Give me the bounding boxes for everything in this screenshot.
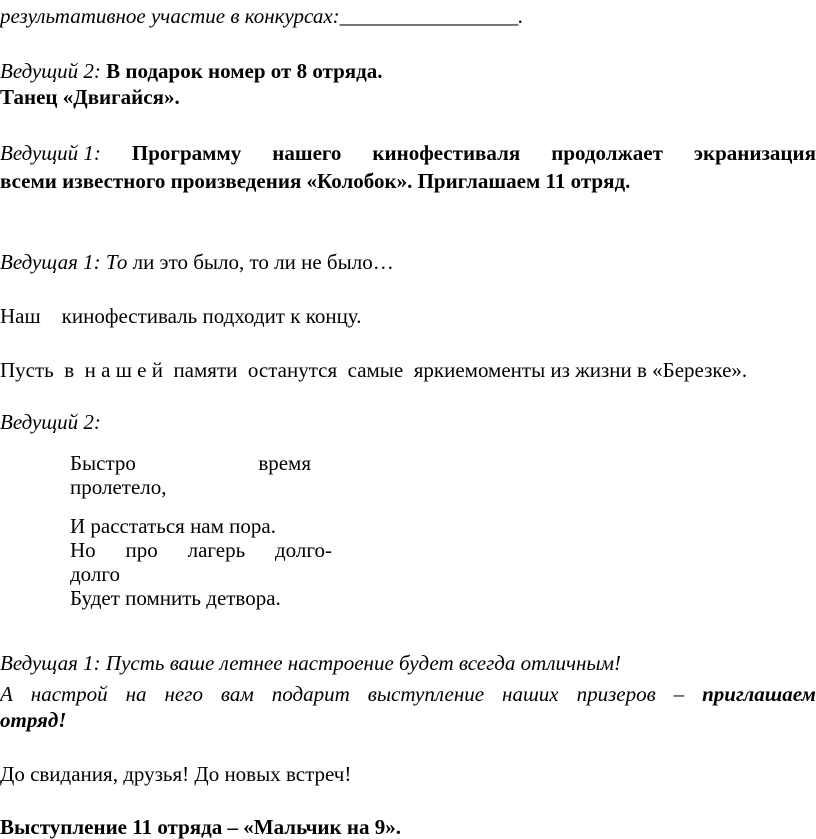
word: –: [673, 682, 685, 706]
poem-line: И расстаться нам пора.: [70, 514, 276, 538]
word: А: [0, 682, 13, 706]
word: экранизация: [693, 141, 816, 165]
text-line-winners: [0, 682, 816, 706]
word: наших: [502, 682, 559, 706]
speaker-label-host2: Ведущий 2:: [0, 410, 101, 434]
text-line-program: [0, 141, 816, 165]
poem-line: [70, 451, 311, 475]
poem-block: [70, 451, 332, 610]
poem-line: [70, 538, 332, 562]
word: выступление: [367, 682, 485, 706]
speaker-label: Ведущий 2:: [0, 59, 101, 83]
text-line-dance: Танец «Двигайся».: [0, 85, 180, 109]
text-line-performance: Выступление 11 отряда – «Мальчик на 9».: [0, 815, 401, 839]
text-line-kolobok: всеми известного произведения «Колобок». Приглашаем 11 отряд.: [0, 169, 631, 193]
word: лагерь: [187, 538, 246, 562]
word: подарит: [271, 682, 350, 706]
poem-line: долго: [70, 562, 120, 586]
text-line-gift: [0, 59, 383, 83]
text-line-festival-end: Наш кинофестиваль подходит к концу.: [0, 304, 362, 328]
text-line-summer-mood: Ведущая 1: Пусть ваше летнее настроение будет всегда отличным!: [0, 651, 622, 675]
poem-line: пролетело,: [70, 475, 167, 499]
word: кинофестиваля: [372, 141, 521, 165]
speaker-label: Ведущая 1: То: [0, 250, 128, 274]
text-line-squad: отряд!: [0, 708, 67, 732]
word: призеров: [576, 682, 656, 706]
word: на: [125, 682, 147, 706]
word: про: [125, 538, 158, 562]
word: настрой: [30, 682, 108, 706]
word: Программу: [131, 141, 242, 165]
was-it-text: ли это было, то ли не было…: [132, 250, 394, 274]
text-line-memory: Пусть в н а ш е й памяти останутся самые яркиемоменты из жизни в «Березке».: [0, 358, 748, 382]
word: вам: [220, 682, 254, 706]
text-line-goodbye: До свидания, друзья! До новых встреч!: [0, 762, 352, 786]
poem-line: Будет помнить детвора.: [70, 586, 281, 610]
word: продолжает: [551, 141, 663, 165]
word: время: [258, 451, 311, 475]
word: него: [164, 682, 203, 706]
word: долго-: [275, 538, 332, 562]
word: нашего: [272, 141, 342, 165]
text-line-contests: результативное участие в конкурсах:_________________.: [0, 4, 524, 28]
gift-text: В подарок номер от 8 отряда.: [106, 59, 383, 83]
word: Но: [70, 538, 96, 562]
word-invite: приглашаем: [702, 682, 816, 706]
speaker-label: Ведущий 1:: [0, 141, 101, 165]
text-line-was-it: [0, 250, 394, 274]
word: Быстро: [70, 451, 136, 475]
